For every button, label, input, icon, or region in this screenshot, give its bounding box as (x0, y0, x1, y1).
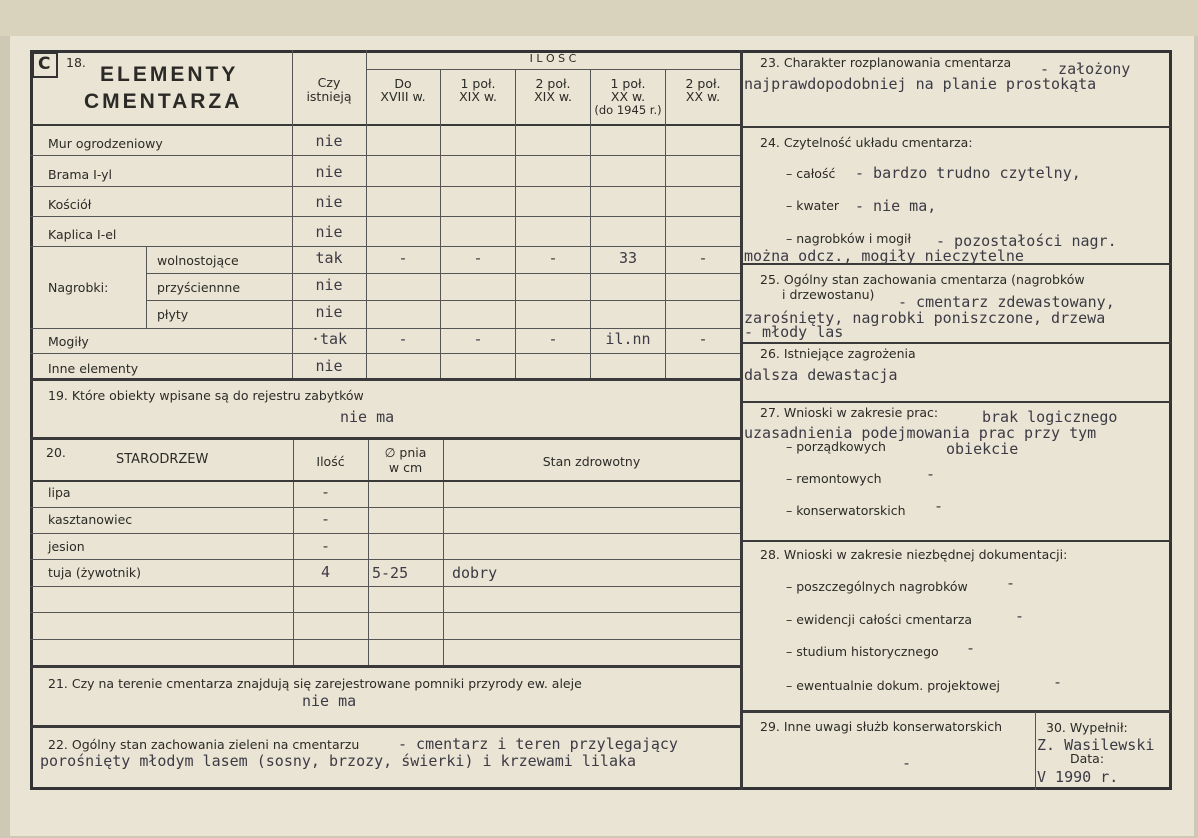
s29-value: - (902, 754, 912, 772)
tree-name: lipa (48, 485, 71, 500)
period-header-line3: (do 1945 r.) (594, 103, 662, 117)
divider-25-26 (740, 342, 1172, 344)
s18-title-1: ELEMENTY (100, 63, 239, 86)
divider-29-30 (1035, 712, 1036, 790)
period-count-value: - (548, 330, 558, 348)
works-item-label: – porządkowych (786, 439, 886, 454)
doc-item-value: - (1015, 607, 1025, 625)
section-letter: C (38, 54, 51, 74)
element-row-label: Inne elementy (48, 361, 139, 376)
doc-item-value: - (966, 639, 976, 657)
period-count-value: - (698, 249, 708, 267)
row-line (30, 186, 740, 187)
divider-21-22 (30, 725, 740, 728)
s24-nagrobki-value: - pozostałości nagr. (936, 232, 1117, 250)
ilosc-underline (366, 69, 740, 70)
s29-label: 29. Inne uwagi służb konserwatorskich (760, 719, 1002, 734)
tree-name: kasztanowiec (48, 512, 133, 527)
element-exists-value: nie (315, 276, 343, 294)
s26-value: dalsza dewastacja (744, 366, 898, 384)
s28-label: 28. Wnioski w zakresie niezbędnej dokumentacji: (760, 547, 1068, 562)
tree-health: dobry (452, 564, 498, 582)
element-exists-value: nie (315, 357, 343, 375)
divider-header-18 (30, 124, 740, 126)
element-exists-value: nie (315, 132, 343, 150)
element-exists-value: nie (315, 303, 343, 321)
row-line (30, 559, 740, 560)
s21-label: 21. Czy na terenie cmentarza znajdują się zarejestrowane pomniki przyrody ew. aleje (48, 676, 582, 691)
s22-value-1: - cmentarz i teren przylegający (398, 735, 678, 753)
element-row-label: Mur ogrodzeniowy (48, 136, 163, 151)
row-line (146, 273, 740, 274)
period-header-line2: XVIII w. (380, 89, 426, 104)
s27-value-1: brak logicznego (982, 408, 1118, 426)
element-exists-value: tak (315, 249, 343, 267)
row-line (30, 507, 740, 508)
s30-date: V 1990 r. (1037, 768, 1119, 786)
s25-label-1: 25. Ogólny stan zachowania cmentarza (nagrobków (760, 272, 1085, 287)
period-header-line1: 1 poł. (610, 76, 646, 91)
row-line (30, 246, 740, 247)
divider-18-19 (30, 378, 740, 381)
row-line (30, 328, 740, 329)
s25-value-2: zarośnięty, nagrobki poniszczone, drzewa (744, 309, 1106, 327)
s22-value-2: porośnięty młodym lasem (sosny, brzozy, świerki) i krzewami lilaka (40, 752, 637, 770)
col-line (443, 440, 444, 665)
s30-date-label: Data: (1070, 751, 1105, 766)
s27-value-3: obiekcie (946, 440, 1019, 458)
period-header-line2: XIX w. (534, 89, 572, 104)
divider-28-29 (740, 710, 1172, 713)
period-count-value: 33 (618, 249, 638, 267)
works-item-value: - (926, 465, 936, 483)
element-row-label: Brama I-yl (48, 167, 113, 182)
period-header-line1: 2 poł. (685, 76, 721, 91)
s20-header-ilosc: Ilość (316, 454, 345, 469)
s26-label: 26. Istniejące zagrożenia (760, 346, 916, 361)
tree-diameter: 5-25 (372, 564, 409, 582)
works-item-label: – konserwatorskich (786, 503, 906, 518)
card-top-edge (0, 0, 1198, 36)
divider-20-21 (30, 665, 740, 668)
tree-qty: - (320, 483, 331, 501)
tree-name: jesion (48, 539, 85, 554)
s24-kwater-value: - nie ma, (855, 197, 937, 215)
period-header-line1: 2 poł. (535, 76, 571, 91)
period-header-line1: 1 poł. (460, 76, 496, 91)
row-line (30, 353, 740, 354)
period-count-value: - (473, 249, 483, 267)
divider-main-vertical (740, 50, 743, 790)
period-header-line2: XX w. (685, 89, 721, 104)
period-count-value: il.nn (605, 330, 651, 348)
tree-name: tuja (żywotnik) (48, 565, 142, 580)
s30-label: 30. Wypełnił: (1046, 720, 1128, 735)
period-count-value: - (548, 249, 558, 267)
s23-value-2: najprawdopodobniej na planie prostokąta (744, 75, 1097, 93)
s27-value-2: uzasadnienia podejmowania prac przy tym (744, 424, 1097, 442)
element-exists-value: nie (315, 223, 343, 241)
s20-header-pnia-1: ∅ pnia (384, 445, 427, 460)
nagrobki-sub-label: przyściennne (157, 280, 241, 295)
element-row-label: Kościół (48, 197, 92, 212)
s21-value: nie ma (302, 692, 357, 710)
s30-name: Z. Wasilewski (1037, 736, 1155, 754)
s22-label: 22. Ogólny stan zachowania zieleni na cmentarzu (48, 737, 360, 752)
row-line (30, 612, 740, 613)
row-line (30, 639, 740, 640)
s19-value: nie ma (340, 408, 395, 426)
s20-header-pnia-2: w cm (388, 460, 423, 475)
nagrobki-sub-label: płyty (157, 307, 189, 322)
element-exists-value: nie (315, 193, 343, 211)
czy-istnieja-1: Czy (317, 75, 341, 90)
s24-kwater-label: – kwater (786, 198, 840, 213)
period-count-value: - (698, 330, 708, 348)
tree-qty: 4 (320, 563, 331, 581)
doc-item-label: – studium historycznego (786, 644, 939, 659)
works-item-value: - (934, 497, 944, 515)
doc-item-value: - (1006, 574, 1016, 592)
s27-label: 27. Wnioski w zakresie prac: (760, 405, 939, 420)
element-row-label: Kaplica I-el (48, 227, 117, 242)
period-count-value: - (473, 330, 483, 348)
s25-value-3: - młody las (744, 323, 844, 341)
row-line (30, 216, 740, 217)
s25-value-1: - cmentarz zdewastowany, (898, 293, 1115, 311)
row-line (30, 155, 740, 156)
period-header-line2: XIX w. (459, 89, 497, 104)
s20-title: STARODRZEW (116, 452, 209, 467)
doc-item-label: – poszczególnych nagrobków (786, 579, 968, 594)
s20-header-stan: Stan zdrowotny (542, 454, 641, 469)
s23-value-1: - założony (1040, 60, 1131, 78)
s18-number: 18. (66, 55, 86, 70)
s18-title-2: CMENTARZA (84, 90, 243, 113)
row-line (146, 300, 740, 301)
s24-calosc-value: - bardzo trudno czytelny, (855, 164, 1081, 182)
divider-19-20 (30, 437, 740, 440)
divider-26-27 (740, 401, 1172, 403)
czy-istnieja-2: istnieją (306, 89, 352, 104)
period-count-value: - (398, 249, 408, 267)
element-exists-value: nie (315, 163, 343, 181)
s24-nagrobki-label: – nagrobków i mogił (786, 231, 912, 246)
period-header-line1: Do (394, 76, 412, 91)
s24-label: 24. Czytelność układu cmentarza: (760, 135, 973, 150)
ilosc-header: I L O Ś Ć (529, 52, 577, 65)
row-line (30, 533, 740, 534)
nagrobki-sub-label: wolnostojące (157, 253, 239, 268)
s24-calosc-label: – całość (786, 166, 836, 181)
tree-qty: - (320, 510, 331, 528)
doc-item-label: – ewentualnie dokum. projektowej (786, 678, 1001, 693)
tree-qty: - (320, 537, 331, 555)
element-exists-value: ·tak (310, 330, 348, 348)
works-item-label: – remontowych (786, 471, 882, 486)
s20-number: 20. (46, 445, 66, 460)
period-header-line2: XX w. (610, 89, 646, 104)
element-row-label: Mogiły (48, 334, 89, 349)
doc-item-value: - (1053, 673, 1063, 691)
doc-item-label: – ewidencji całości cmentarza (786, 612, 973, 627)
s19-label: 19. Które obiekty wpisane są do rejestru zabytków (48, 388, 364, 403)
divider-27-28 (740, 540, 1172, 542)
nagrobki-label: Nagrobki: (48, 280, 109, 295)
row-line (30, 480, 740, 482)
period-count-value: - (398, 330, 408, 348)
divider-23-24 (740, 126, 1172, 128)
row-line (30, 586, 740, 587)
nagrobki-split-line (146, 246, 147, 328)
s25-label-2: i drzewostanu) (782, 287, 875, 302)
s23-label: 23. Charakter rozplanowania cmentarza (760, 55, 1012, 70)
s24-nagrobki-value-2: można odcz., mogiły nieczytelne (744, 247, 1024, 265)
